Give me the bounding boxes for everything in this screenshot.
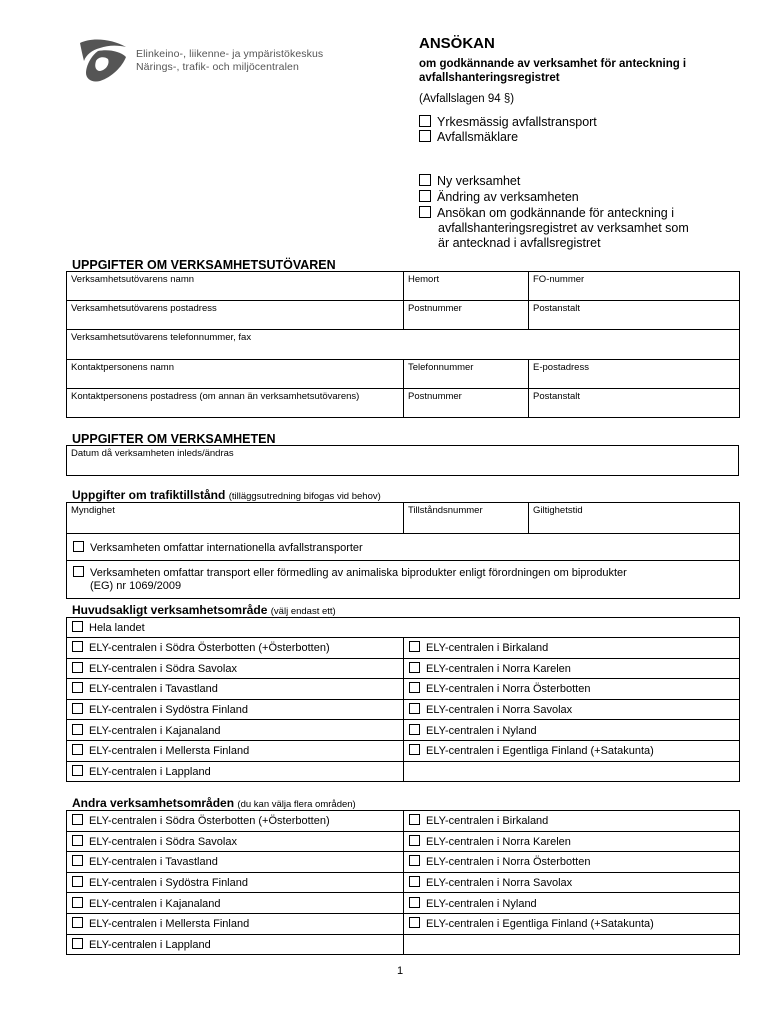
checkbox[interactable] (409, 662, 420, 673)
table-row (67, 618, 740, 638)
other-region-3-1[interactable]: ELY-centralen i Norra Savolax (404, 872, 740, 893)
checkbox[interactable] (72, 855, 83, 866)
checkbox[interactable] (409, 917, 420, 928)
other-region-0-1[interactable]: ELY-centralen i Birkaland (404, 811, 740, 832)
table-row (67, 913, 740, 934)
app-option-registered[interactable]: Ansökan om godkännande för anteckning i (419, 206, 674, 221)
checkbox[interactable] (73, 541, 84, 552)
contact-address-field[interactable]: Kontaktpersonens postadress (om annan än verksamhetsutövarens) (67, 389, 404, 418)
law-reference: (Avfallslagen 94 §) (419, 93, 515, 105)
table-row (67, 831, 740, 852)
checkbox[interactable] (409, 897, 420, 908)
main-area-table (66, 617, 740, 782)
checkbox[interactable] (72, 641, 83, 652)
main-region-4-0[interactable]: ELY-centralen i Kajanaland (67, 720, 404, 741)
table-row (67, 872, 740, 893)
business-id-field[interactable]: FO-nummer (529, 272, 740, 301)
main-region-1-0[interactable]: ELY-centralen i Södra Savolax (67, 658, 404, 679)
table-row (67, 638, 740, 659)
checkbox[interactable] (419, 206, 431, 218)
main-region-0-0[interactable]: ELY-centralen i Södra Österbotten (+Österbotten) (67, 638, 404, 659)
checkbox[interactable] (409, 724, 420, 735)
app-option-change[interactable]: Ändring av verksamheten (419, 190, 579, 205)
authority-field[interactable]: Myndighet (67, 503, 404, 534)
checkbox[interactable] (72, 814, 83, 825)
operator-address-field[interactable]: Verksamhetsutövarens postadress (67, 301, 404, 330)
table-row (67, 811, 740, 832)
checkbox[interactable] (73, 566, 84, 577)
main-area-heading: Huvudsakligt verksamhetsområde (välj endast ett) (72, 603, 336, 617)
start-date-table (66, 445, 739, 476)
table-row (67, 561, 740, 599)
table-row (67, 740, 740, 761)
app-option-new[interactable]: Ny verksamhet (419, 174, 520, 189)
table-row (67, 699, 740, 720)
table-row (67, 272, 740, 301)
postcode-field[interactable]: Postnummer (404, 301, 529, 330)
start-date-field[interactable]: Datum då verksamheten inleds/ändras (67, 446, 739, 476)
animal-byproducts-option[interactable]: Verksamheten omfattar transport eller förmedling av animaliska biprodukter enligt förordningen om biprodukter (EG) nr 1069/2009 (67, 561, 740, 599)
checkbox[interactable] (72, 938, 83, 949)
table-row (67, 301, 740, 330)
other-region-1-0[interactable]: ELY-centralen i Södra Savolax (67, 831, 404, 852)
checkbox[interactable] (409, 835, 420, 846)
checkbox[interactable] (409, 744, 420, 755)
checkbox[interactable] (72, 621, 83, 632)
permit-heading: Uppgifter om trafiktillstånd (tilläggsutredning bifogas vid behov) (72, 488, 381, 502)
type-option-broker[interactable]: Avfallsmäklare (419, 130, 518, 145)
type-option-transport[interactable]: Yrkesmässig avfallstransport (419, 115, 597, 130)
operator-phone-field[interactable]: Verksamhetsutövarens telefonnummer, fax (67, 330, 740, 360)
checkbox[interactable] (419, 115, 431, 127)
other-region-5-0[interactable]: ELY-centralen i Mellersta Finland (67, 913, 404, 934)
contact-email-field[interactable]: E-postadress (529, 360, 740, 389)
other-region-2-1[interactable]: ELY-centralen i Norra Österbotten (404, 852, 740, 873)
other-region-6-1 (404, 934, 740, 955)
table-row (67, 446, 739, 476)
checkbox[interactable] (409, 682, 420, 693)
table-row (67, 503, 740, 534)
main-region-2-1[interactable]: ELY-centralen i Norra Österbotten (404, 679, 740, 700)
table-row (67, 360, 740, 389)
org-name-fi: Elinkeino-, liikenne- ja ympäristökeskus (136, 48, 324, 60)
main-region-2-0[interactable]: ELY-centralen i Tavastland (67, 679, 404, 700)
main-region-3-1[interactable]: ELY-centralen i Norra Savolax (404, 699, 740, 720)
other-areas-table (66, 810, 740, 955)
checkbox[interactable] (419, 174, 431, 186)
activity-heading: UPPGIFTER OM VERKSAMHETEN (72, 432, 276, 446)
checkbox[interactable] (409, 641, 420, 652)
checkbox[interactable] (72, 765, 83, 776)
permit-table (66, 502, 740, 599)
table-row (67, 761, 740, 782)
checkbox[interactable] (409, 814, 420, 825)
other-region-2-0[interactable]: ELY-centralen i Tavastland (67, 852, 404, 873)
form-title: ANSÖKAN (419, 35, 495, 52)
validity-field[interactable]: Giltighetstid (529, 503, 740, 534)
table-row (67, 852, 740, 873)
other-region-1-1[interactable]: ELY-centralen i Norra Karelen (404, 831, 740, 852)
page-number: 1 (397, 965, 404, 977)
checkbox[interactable] (409, 703, 420, 714)
operator-heading: UPPGIFTER OM VERKSAMHETSUTÖVAREN (72, 258, 336, 272)
other-region-3-0[interactable]: ELY-centralen i Sydöstra Finland (67, 872, 404, 893)
other-region-4-1[interactable]: ELY-centralen i Nyland (404, 893, 740, 914)
table-row (67, 679, 740, 700)
home-municipality-field[interactable]: Hemort (404, 272, 529, 301)
international-option[interactable]: Verksamheten omfattar internationella avfallstransporter (67, 534, 740, 561)
main-region-5-0[interactable]: ELY-centralen i Mellersta Finland (67, 740, 404, 761)
other-region-5-1[interactable]: ELY-centralen i Egentliga Finland (+Satakunta) (404, 913, 740, 934)
contact-postcode-field[interactable]: Postnummer (404, 389, 529, 418)
checkbox[interactable] (409, 876, 420, 887)
ely-logo-icon (78, 37, 128, 85)
region-whole-country[interactable]: Hela landet (67, 618, 740, 638)
table-row (67, 330, 740, 360)
checkbox[interactable] (72, 744, 83, 755)
main-region-1-1[interactable]: ELY-centralen i Norra Karelen (404, 658, 740, 679)
table-row (67, 720, 740, 741)
main-region-0-1[interactable]: ELY-centralen i Birkaland (404, 638, 740, 659)
checkbox[interactable] (72, 917, 83, 928)
table-row (67, 389, 740, 418)
main-region-3-0[interactable]: ELY-centralen i Sydöstra Finland (67, 699, 404, 720)
main-region-6-0[interactable]: ELY-centralen i Lappland (67, 761, 404, 782)
permit-number-field[interactable]: Tillståndsnummer (404, 503, 529, 534)
checkbox[interactable] (72, 835, 83, 846)
other-areas-heading: Andra verksamhetsområden (du kan välja flera områden) (72, 796, 356, 810)
checkbox[interactable] (72, 724, 83, 735)
app-option-registered-line3: är antecknad i avfallsregistret (438, 236, 601, 250)
checkbox[interactable] (419, 190, 431, 202)
table-row (67, 658, 740, 679)
app-option-registered-line2: avfallshanteringsregistret av verksamhet som (438, 221, 689, 235)
contact-phone-field[interactable]: Telefonnummer (404, 360, 529, 389)
operator-table (66, 271, 740, 418)
other-region-4-0[interactable]: ELY-centralen i Kajanaland (67, 893, 404, 914)
contact-name-field[interactable]: Kontaktpersonens namn (67, 360, 404, 389)
other-region-0-0[interactable]: ELY-centralen i Södra Österbotten (+Österbotten) (67, 811, 404, 832)
org-name-sv: Närings-, trafik- och miljöcentralen (136, 61, 299, 73)
checkbox[interactable] (72, 703, 83, 714)
checkbox[interactable] (419, 130, 431, 142)
ely-logo (78, 37, 128, 85)
form-subtitle: om godkännande av verksamhet för anteckning i avfallshanteringsregistret (419, 58, 687, 84)
checkbox[interactable] (72, 897, 83, 908)
main-region-4-1[interactable]: ELY-centralen i Nyland (404, 720, 740, 741)
table-row (67, 534, 740, 561)
main-region-5-1[interactable]: ELY-centralen i Egentliga Finland (+Satakunta) (404, 740, 740, 761)
operator-name-field[interactable]: Verksamhetsutövarens namn (67, 272, 404, 301)
checkbox[interactable] (409, 855, 420, 866)
checkbox[interactable] (72, 682, 83, 693)
checkbox[interactable] (72, 662, 83, 673)
main-region-6-1 (404, 761, 740, 782)
contact-post-office-field[interactable]: Postanstalt (529, 389, 740, 418)
table-row (67, 893, 740, 914)
checkbox[interactable] (72, 876, 83, 887)
other-region-6-0[interactable]: ELY-centralen i Lappland (67, 934, 404, 955)
post-office-field[interactable]: Postanstalt (529, 301, 740, 330)
table-row (67, 934, 740, 955)
